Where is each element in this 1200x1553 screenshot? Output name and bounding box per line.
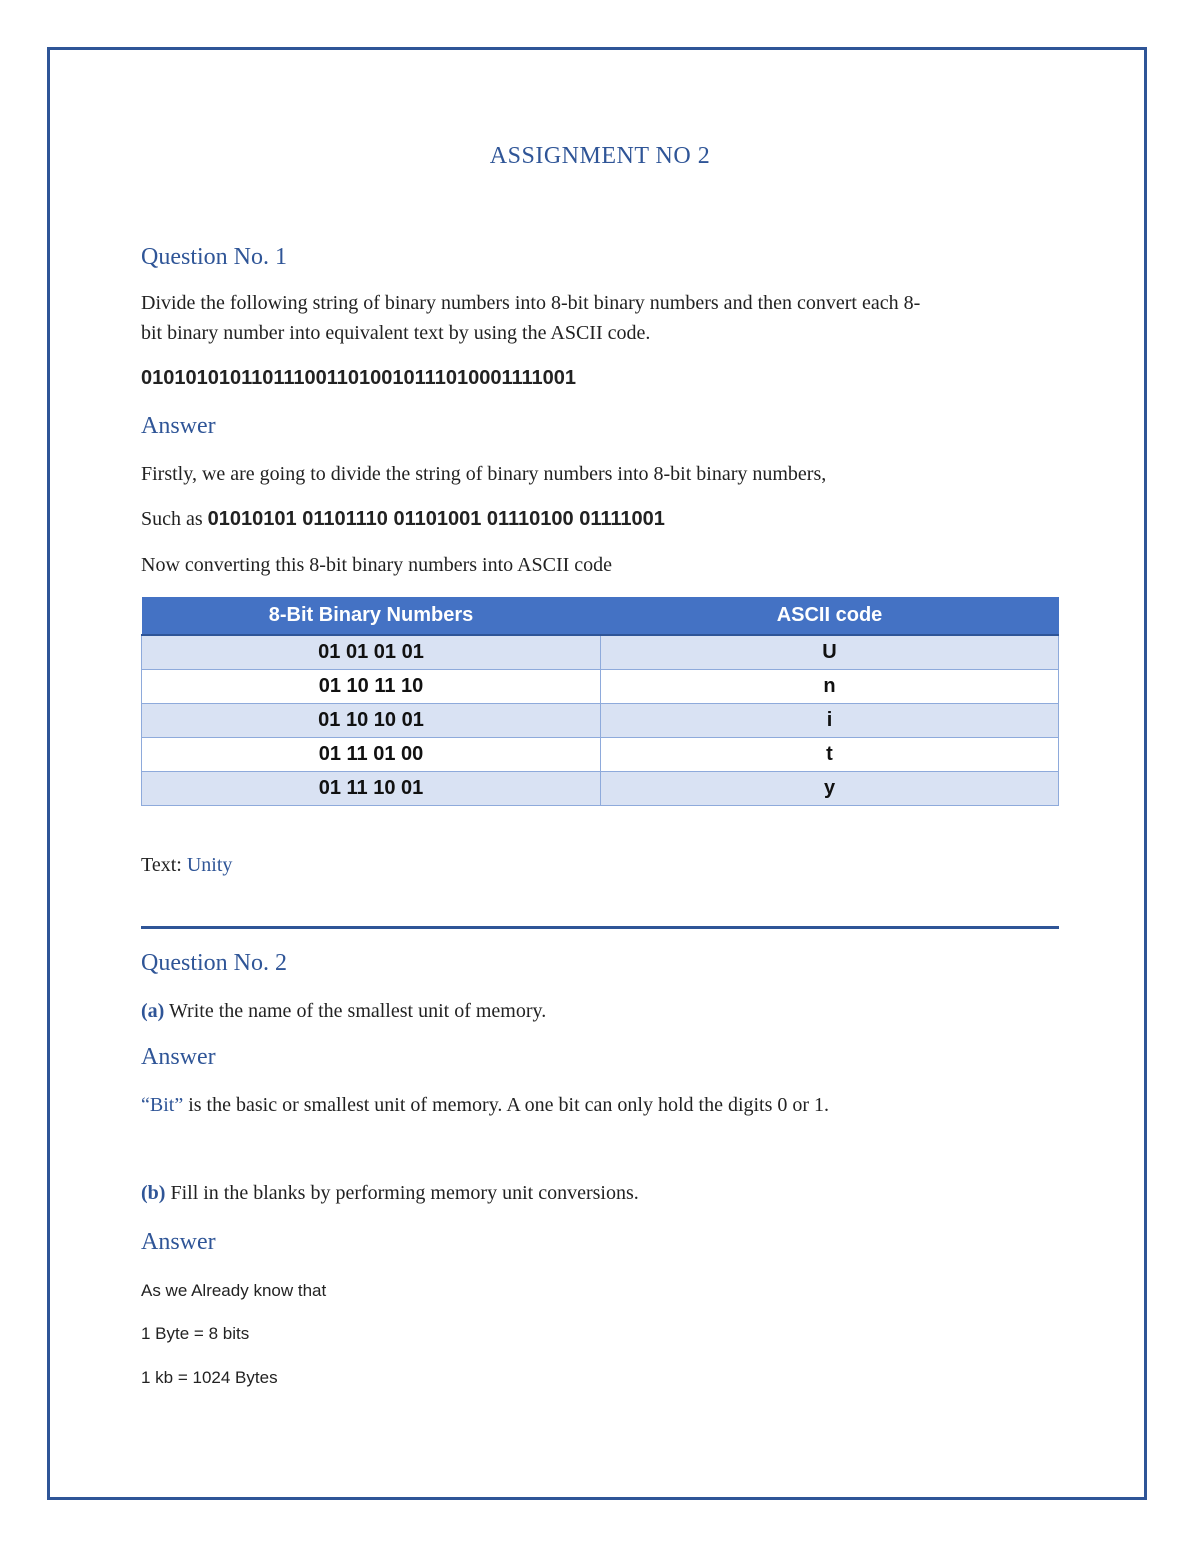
question-2b-text: Fill in the blanks by performing memory unit conversions. xyxy=(165,1182,639,1204)
table-cell-ascii: i xyxy=(601,704,1059,738)
such-as-values: 01010101 01101110 01101001 01110100 01111001 xyxy=(207,508,665,530)
already-know-line: As we Already know that xyxy=(141,1281,327,1300)
question-1-text-line1: Divide the following string of binary numbers into 8-bit binary numbers and then convert each 8- xyxy=(141,292,921,314)
question-2a-line xyxy=(141,1000,546,1023)
answer-2a-heading: Answer xyxy=(141,1044,216,1070)
such-as-prefix: Such as xyxy=(141,508,208,530)
table-cell-binary: 01 11 01 00 xyxy=(142,738,601,772)
table-row xyxy=(142,704,1059,738)
text-result-line xyxy=(141,854,232,877)
binary-ascii-table xyxy=(141,597,1059,806)
bit-quoted: “Bit” xyxy=(141,1094,184,1116)
table-header-row xyxy=(142,597,1059,635)
answer-2b-heading: Answer xyxy=(141,1229,216,1255)
table-cell-binary: 01 10 10 01 xyxy=(142,704,601,738)
table-row xyxy=(142,670,1059,704)
table-cell-binary: 01 11 10 01 xyxy=(142,772,601,806)
table-row xyxy=(142,772,1059,806)
question-2a-label: (a) xyxy=(141,1000,165,1022)
binary-string: 0101010101101110011010010111010001111001 xyxy=(141,367,576,389)
question-2b-label: (b) xyxy=(141,1182,166,1204)
table-cell-ascii: n xyxy=(601,670,1059,704)
kb-conversion-line: 1 kb = 1024 Bytes xyxy=(141,1368,278,1387)
text-result-value: Unity xyxy=(186,854,233,876)
table-row xyxy=(142,635,1059,670)
table-cell-ascii: y xyxy=(601,772,1059,806)
bit-answer-text: is the basic or smallest unit of memory. A one bit can only hold the digits 0 or 1. xyxy=(183,1094,830,1116)
byte-conversion-line: 1 Byte = 8 bits xyxy=(141,1324,250,1343)
text-result-label: Text: xyxy=(141,854,187,876)
question-1-heading: Question No. 1 xyxy=(141,244,287,270)
table-cell-ascii: U xyxy=(601,635,1059,670)
table-cell-binary: 01 01 01 01 xyxy=(142,635,601,670)
such-as-line xyxy=(141,508,665,531)
answer-1-heading: Answer xyxy=(141,413,216,439)
table-header-ascii: ASCII code xyxy=(601,597,1059,635)
table-cell-ascii: t xyxy=(601,738,1059,772)
question-2-heading: Question No. 2 xyxy=(141,950,287,976)
section-divider xyxy=(141,926,1059,929)
question-1-text-line2: bit binary number into equivalent text by using the ASCII code. xyxy=(141,322,651,344)
table-cell-binary: 01 10 11 10 xyxy=(142,670,601,704)
firstly-paragraph: Firstly, we are going to divide the string of binary numbers into 8-bit binary numbers, xyxy=(141,463,827,485)
now-converting-paragraph: Now converting this 8-bit binary numbers into ASCII code xyxy=(141,554,613,576)
table-header-binary: 8-Bit Binary Numbers xyxy=(142,597,601,635)
document-title: ASSIGNMENT NO 2 xyxy=(489,143,711,169)
table-row xyxy=(142,738,1059,772)
question-2b-line xyxy=(141,1182,639,1205)
question-2a-text: Write the name of the smallest unit of memory. xyxy=(164,1000,547,1022)
bit-answer-line xyxy=(141,1094,829,1117)
